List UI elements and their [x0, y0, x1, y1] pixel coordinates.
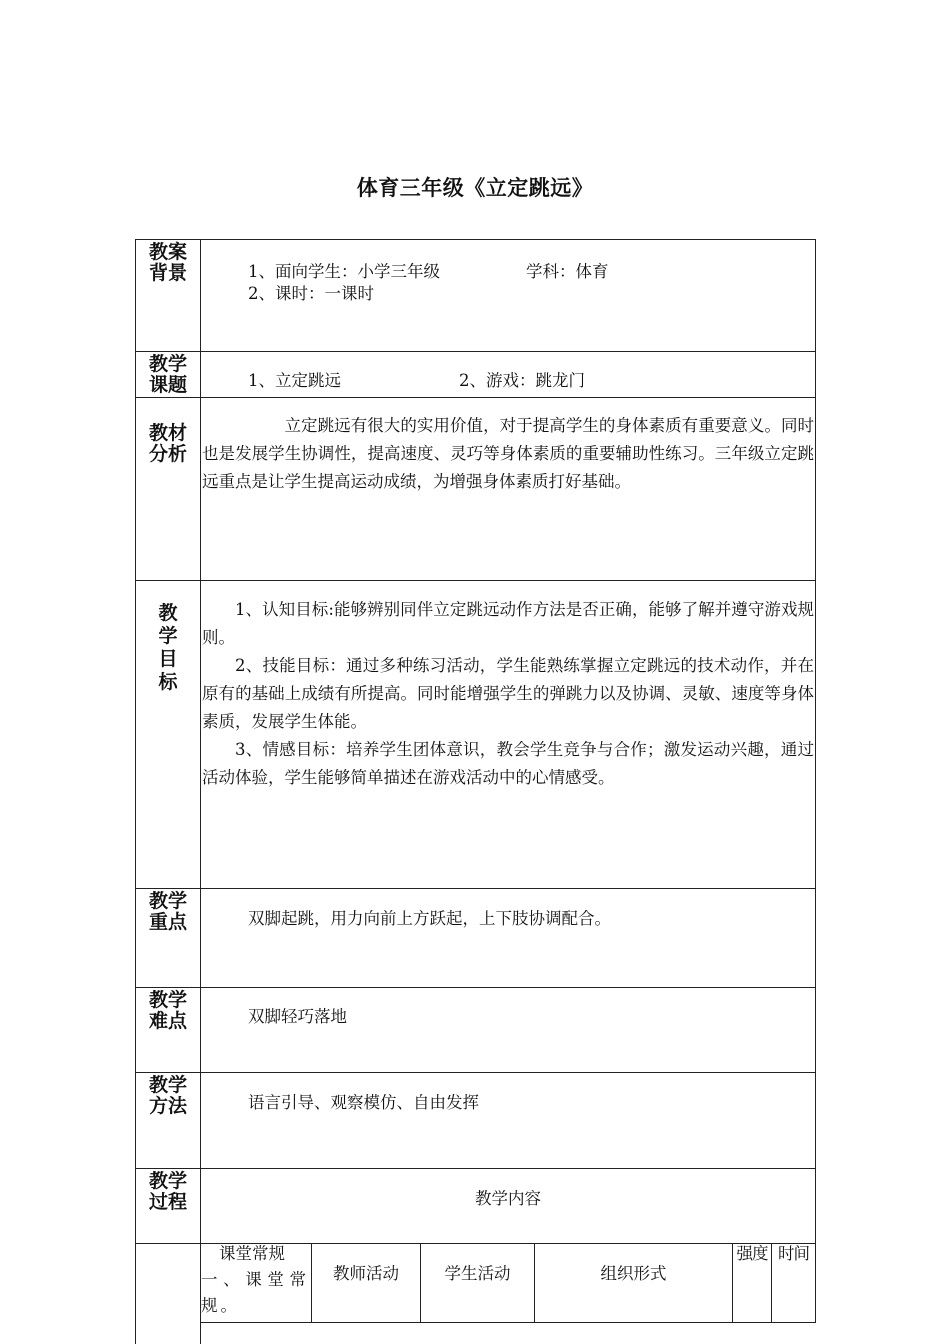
- background-label: 教案背景: [148, 241, 187, 284]
- row-divider: [135, 351, 816, 352]
- time-header: 时间: [778, 1244, 809, 1263]
- background-audience: 1、面向学生：小学三年级: [248, 262, 440, 281]
- goal-emotional: 3、情感目标：培养学生团体意识，教会学生竞争与合作；激发运动兴趣，通过活动体验，学生能够简单描述在游戏活动中的心情感受。: [202, 740, 814, 787]
- routine-title: 课堂常规: [219, 1244, 285, 1263]
- row-divider: [135, 397, 816, 398]
- process-label: 教学过程: [148, 1170, 187, 1213]
- topic-item-1: 1、立定跳远: [248, 371, 341, 390]
- goals-label: 教学目标: [158, 602, 178, 693]
- background-subject: 学科：体育: [526, 262, 609, 281]
- teacher-activity-header: 教师活动: [333, 1264, 399, 1283]
- routine-description: 一、课堂常规。: [201, 1270, 309, 1315]
- key-point-label: 教学重点: [148, 890, 187, 933]
- topic-item-2: 2、游戏：跳龙门: [459, 371, 585, 390]
- row-divider: [135, 1072, 816, 1073]
- topic-label: 教学课题: [148, 353, 187, 396]
- goals-text: [202, 596, 814, 792]
- material-label: 教材分析: [148, 422, 187, 465]
- page-title: 体育三年级《立定跳远》: [356, 175, 594, 200]
- difficulty-text: 双脚轻巧落地: [248, 1007, 347, 1026]
- table-left-border: [135, 239, 136, 1344]
- material-analysis-text: [202, 412, 814, 496]
- material-analysis-paragraph: 立定跳远有很大的实用价值，对于提高学生的身体素质有重要意义。同时也是发展学生协调性，提高速度、灵巧等身体素质的重要辅助性练习。三年级立定跳远重点是让学生提高运动成绩，为增强身体素质打好基础。: [202, 416, 814, 491]
- table-right-border: [815, 239, 816, 1323]
- table-top-border: [135, 239, 816, 240]
- intensity-header: 强度: [736, 1244, 768, 1263]
- background-class-hours: 2、课时：一课时: [248, 284, 374, 303]
- method-label: 教学方法: [148, 1074, 187, 1117]
- goal-cognitive: 1、认知目标:能够辨别同伴立定跳远动作方法是否正确，能够了解并遵守游戏规则。: [202, 600, 814, 647]
- row-divider: [135, 888, 816, 889]
- table-bottom-border: [200, 1322, 816, 1323]
- student-activity-header: 学生活动: [444, 1264, 511, 1283]
- key-point-text: 双脚起跳，用力向前上方跃起，上下肢协调配合。: [248, 909, 611, 928]
- row-divider: [135, 987, 816, 988]
- process-content-header: 教学内容: [475, 1189, 541, 1208]
- difficulty-label: 教学难点: [148, 989, 187, 1032]
- row-divider: [135, 580, 816, 581]
- label-column-divider: [200, 239, 201, 1344]
- organization-header: 组织形式: [600, 1264, 667, 1283]
- goal-skill: 2、技能目标：通过多种练习活动，学生能熟练掌握立定跳远的技术动作，并在原有的基础上成绩有所提高。同时能增强学生的弹跳力以及协调、灵敏、速度等身体素质，发展学生体能。: [202, 656, 814, 731]
- row-divider: [135, 1168, 816, 1169]
- method-text: 语言引导、观察模仿、自由发挥: [248, 1093, 479, 1112]
- routine-cell: [201, 1241, 309, 1319]
